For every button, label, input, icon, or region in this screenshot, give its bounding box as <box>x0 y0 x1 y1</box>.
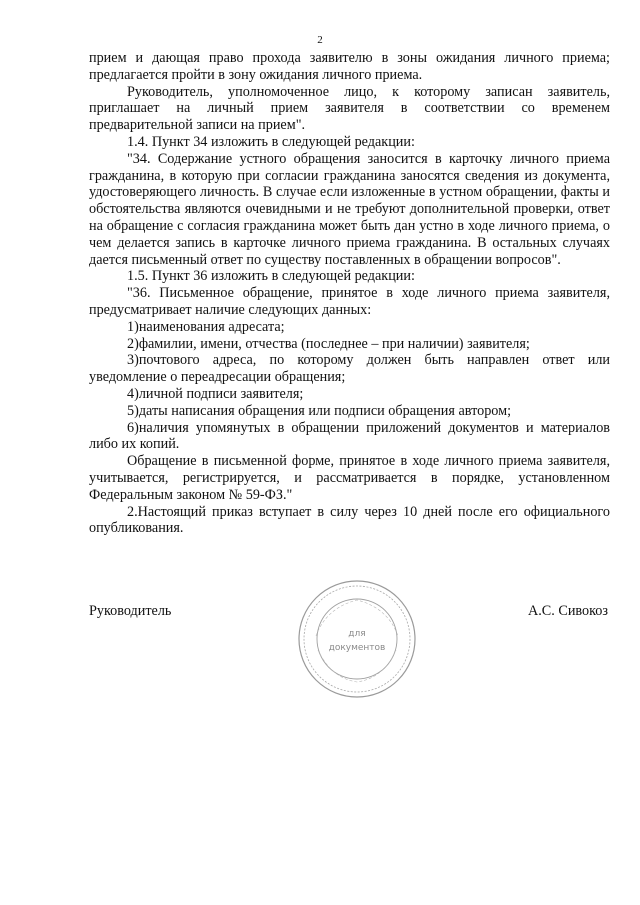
signatory-name: А.С. Сивокоз <box>528 603 608 619</box>
paragraph: 2.Настоящий приказ вступает в силу через 10 дней после его официального опубликования. <box>89 503 610 537</box>
list-item: 1)наименования адресата; <box>127 318 285 335</box>
list-item: 6)наличия упомянутых в обращении приложений документов и материалов либо их копий. <box>89 419 610 453</box>
paragraph: Обращение в письменной форме, принятое в ходе личного приема заявителя, учитывается, регистрируется, и рассматривается в порядке, установленном Федеральным законом № 59-ФЗ." <box>89 453 610 503</box>
stamp-line: для <box>348 629 366 639</box>
paragraph-heading: 1.4. Пункт 34 изложить в следующей редакции: <box>127 133 415 150</box>
page-number: 2 <box>317 34 323 46</box>
paragraph: Руководитель, уполномоченное лицо, к которому записан заявитель, приглашает на личный прием заявителя в соответствии со временем предварительной записи на прием". <box>89 83 610 134</box>
paragraph: "34. Содержание устного обращения заносится в карточку личного приема гражданина, в которую при согласии гражданина заносятся сведения из документа, удостоверяющего личность. В случае если изложенные в устном обращении, факты и обстоятельства являются очевидными и не требуют дополнительной проверки, ответ на обращение с согласия гражданина может быть дан устно в ходе личного приема, о чем делается запись в карточке личного приема гражданина. В остальных случаях дается письменный ответ по существу поставленных в обращении вопросов". <box>89 150 610 268</box>
paragraph: прием и дающая право прохода заявителю в зоны ожидания личного приема; предлагается пройти в зону ожидания личного приема. <box>89 50 610 83</box>
paragraph: "36. Письменное обращение, принятое в ходе личного приема заявителя, предусматривает наличие следующих данных: <box>89 285 610 318</box>
list-item: 5)даты написания обращения или подписи обращения автором; <box>127 402 512 419</box>
paragraph-heading: 1.5. Пункт 36 изложить в следующей редакции: <box>127 268 415 285</box>
list-item: 3)почтового адреса, по которому должен быть направлен ответ или уведомление о переадресации обращения; <box>89 352 610 386</box>
document-body <box>89 50 610 537</box>
signatory-title: Руководитель <box>89 603 172 619</box>
list-item: 4)личной подписи заявителя; <box>127 385 304 402</box>
stamp-icon <box>296 578 418 700</box>
signature-block <box>89 600 610 720</box>
stamp-line: документов <box>328 643 386 653</box>
list-item: 2)фамилии, имени, отчества (последнее – при наличии) заявителя; <box>127 335 530 352</box>
stamp <box>296 578 418 700</box>
